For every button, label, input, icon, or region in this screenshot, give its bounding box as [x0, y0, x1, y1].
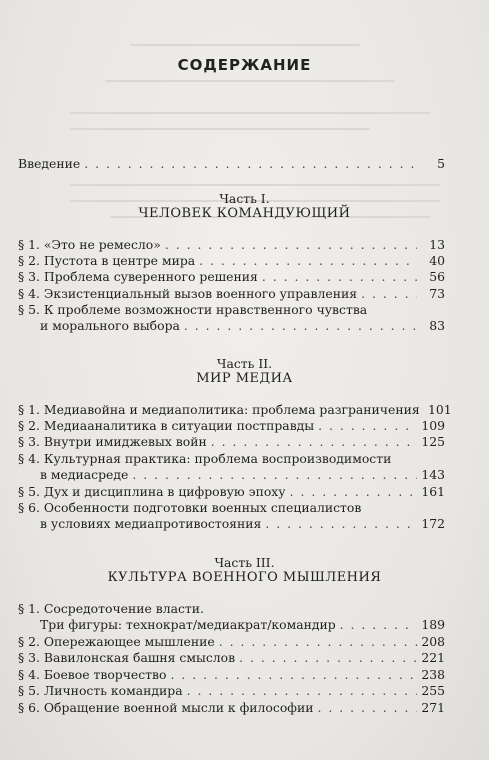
toc-page-number: 271 [421, 700, 445, 715]
dot-leader [290, 484, 417, 499]
toc-entry [18, 237, 445, 252]
show-through [70, 128, 370, 130]
toc-page-number: 73 [429, 286, 445, 301]
toc-page-number: 83 [429, 318, 445, 333]
toc-page-number: 208 [421, 634, 445, 649]
toc-entry-continuation [40, 467, 445, 482]
dot-leader [239, 650, 417, 665]
toc-entry-title: § 2. Опережающее мышление [18, 634, 215, 649]
part-title: МИР МЕДИА [196, 371, 293, 386]
toc-entry [18, 700, 445, 715]
toc-entry-title: § 2. Пустота в центре мира [18, 253, 196, 268]
part-label: Часть I. [219, 191, 270, 206]
toc-page-number: 172 [421, 516, 445, 531]
toc-entry-title: § 3. Проблема суверенного решения [18, 269, 258, 284]
toc-page-number: 161 [421, 484, 445, 499]
toc-entry-title: § 1. Медиавойна и медиаполитика: проблема разграничения [18, 402, 420, 417]
toc-entry-title: § 5. Дух и дисциплина в цифровую эпоху [18, 484, 286, 499]
toc-page-number: 13 [429, 237, 445, 252]
dot-leader [132, 467, 417, 482]
toc-entry-title: § 1. «Это не ремесло» [18, 237, 161, 252]
toc-entry [18, 418, 445, 433]
toc-entry [18, 434, 445, 449]
dot-leader [211, 434, 417, 449]
toc-page-number: 255 [421, 683, 445, 698]
toc-entry [18, 302, 445, 317]
dot-leader [361, 286, 417, 301]
toc-entry [18, 601, 445, 616]
toc-entry-title: § 5. К проблеме возможности нравственного чувства [18, 302, 368, 317]
toc-page-number: 238 [421, 667, 445, 682]
toc-entry-title: § 4. Экзистенциальный вызов военного управления [18, 286, 358, 301]
toc-entry [18, 269, 445, 284]
toc-entry [18, 500, 445, 515]
toc-entry-title: § 3. Вавилонская башня смыслов [18, 650, 236, 665]
toc-entry-title: § 1. Сосредоточение власти. [18, 601, 204, 616]
dot-leader [184, 318, 417, 333]
dot-leader [170, 667, 417, 682]
show-through [130, 44, 360, 46]
toc-entry-continuation [40, 516, 445, 531]
toc-entry-title: § 2. Медиааналитика в ситуации постправды [18, 418, 315, 433]
dot-leader [265, 516, 417, 531]
toc-page-number: 109 [421, 418, 445, 433]
toc-page-number: 221 [421, 650, 445, 665]
toc-entry-title: § 3. Внутри имиджевых войн [18, 434, 207, 449]
part-title: КУЛЬТУРА ВОЕННОГО МЫШЛЕНИЯ [107, 570, 382, 585]
toc-entry [18, 683, 445, 698]
dot-leader [84, 156, 417, 171]
toc-page-number: 5 [437, 156, 445, 171]
dot-leader [165, 237, 417, 252]
dot-leader [187, 683, 417, 698]
toc-entry-title: Три фигуры: технократ/медиакрат/командир [40, 617, 336, 632]
toc-page-number: 101 [428, 402, 452, 417]
toc-entry-title: § 6. Особенности подготовки военных специалистов [18, 500, 362, 515]
dot-leader [199, 253, 417, 268]
show-through [70, 112, 430, 114]
toc-entry [18, 667, 445, 682]
toc-entry [18, 253, 445, 268]
toc-page-number: 189 [421, 617, 445, 632]
contents-heading: СОДЕРЖАНИЕ [177, 56, 312, 74]
toc-page-number: 143 [421, 467, 445, 482]
toc-entry-title: § 5. Личность командира [18, 683, 183, 698]
toc-entry-title: § 4. Культурная практика: проблема воспроизводимости [18, 451, 392, 466]
toc-entry-intro [18, 156, 445, 171]
dot-leader [340, 617, 417, 632]
toc-entry [18, 634, 445, 649]
dot-leader [318, 700, 417, 715]
toc-page-number: 125 [421, 434, 445, 449]
toc-entry [18, 650, 445, 665]
toc-entry [18, 402, 452, 417]
dot-leader [219, 634, 417, 649]
toc-entry-title: Введение [18, 156, 81, 171]
toc-page-number: 56 [429, 269, 445, 284]
toc-entry-continuation [40, 318, 445, 333]
toc-entry-title: § 4. Боевое творчество [18, 667, 167, 682]
toc-entry-title: в медиасреде [40, 467, 129, 482]
dot-leader [318, 418, 417, 433]
part-label: Часть II. [216, 356, 273, 371]
toc-entry-title: § 6. Обращение военной мысли к философии [18, 700, 314, 715]
show-through [105, 80, 395, 82]
toc-entry-title: в условиях медиапротивостояния [40, 516, 262, 531]
toc-page-number: 40 [429, 253, 445, 268]
toc-entry [18, 286, 445, 301]
toc-entry [18, 484, 445, 499]
toc-entry-continuation [40, 617, 445, 632]
toc-entry [18, 451, 445, 466]
dot-leader [262, 269, 417, 284]
toc-entry-title: и морального выбора [40, 318, 180, 333]
part-label: Часть III. [214, 555, 275, 570]
show-through [70, 184, 440, 186]
part-title: ЧЕЛОВЕК КОМАНДУЮЩИЙ [138, 206, 351, 221]
